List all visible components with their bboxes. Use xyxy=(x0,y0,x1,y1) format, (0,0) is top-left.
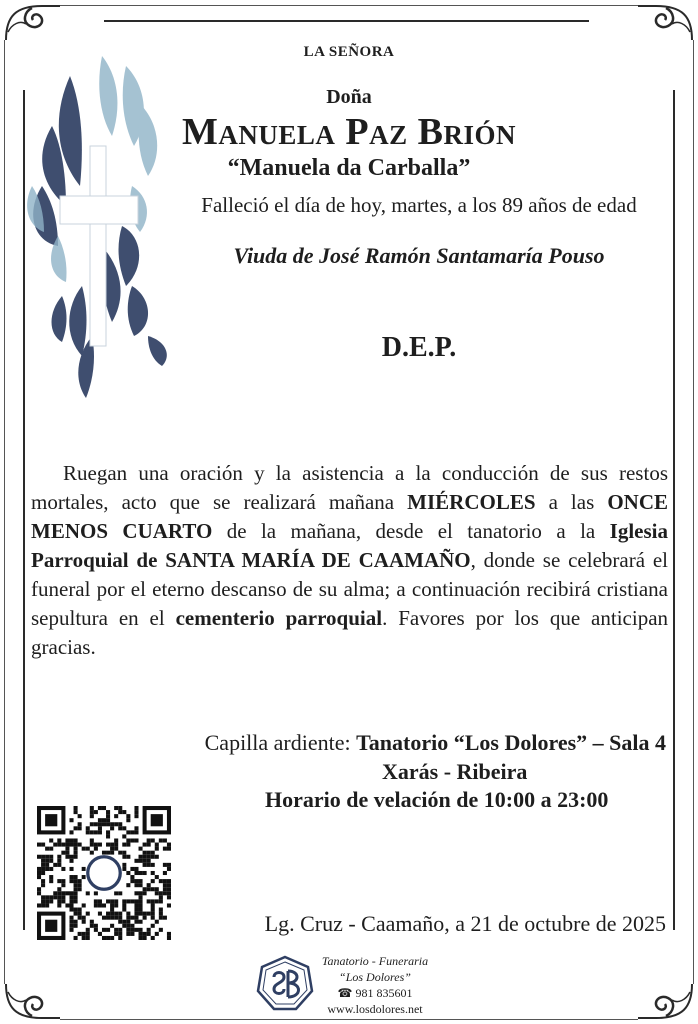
company-line-2: “Los Dolores” xyxy=(339,970,411,984)
company-info xyxy=(312,953,438,1017)
body-bold-church: Iglesia Parroquial de SANTA MARÍA DE CAAMAÑO xyxy=(31,519,668,572)
salutation: LA SEÑORA xyxy=(303,44,395,60)
frame-top-line-thin xyxy=(60,5,638,6)
body-text-3: de la mañana, desde el tanatorio a la xyxy=(212,519,610,543)
corner-ornament-icon xyxy=(636,982,696,1022)
corner-ornament-icon xyxy=(2,982,62,1022)
place-date: Lg. Cruz - Caamaño, a 21 de octubre de 2025 xyxy=(264,911,666,936)
company-phone: ☎ 981 835601 xyxy=(337,986,413,1000)
wake-place xyxy=(66,730,666,756)
wake-label: Capilla ardiente: xyxy=(204,730,357,755)
deceased-name: Manuela Paz Brión xyxy=(182,111,516,153)
body-bold-time: ONCE MENOS CUARTO xyxy=(31,490,668,543)
wake-place-name: Tanatorio “Los Dolores” – Sala 4 xyxy=(356,730,666,755)
company-line-1: Tanatorio - Funeraria xyxy=(321,954,429,968)
corner-ornament-icon xyxy=(636,2,696,42)
company-logo-icon xyxy=(256,955,314,1013)
title-dona: Doña xyxy=(326,86,372,108)
frame-bottom-line xyxy=(60,1019,638,1020)
dep-text: D.E.P. xyxy=(381,332,457,363)
body-text-1: Ruegan una oración y la asistencia a la conducción de sus restos mortales, acto que se realizará mañana xyxy=(31,461,668,514)
body-text-4: , donde se celebrará el funeral por el eterno descanso de su alma; a continuación recibirá cristiana sepultura en el xyxy=(31,548,668,630)
body-bold-cemetery: cementerio parroquial xyxy=(175,606,383,630)
body-bold-day: MIÉRCOLES xyxy=(407,490,536,514)
qr-code[interactable] xyxy=(37,806,171,940)
body-text-2: a las xyxy=(535,490,608,514)
deceased-alias: “Manuela da Carballa” xyxy=(227,155,471,181)
frame-top-line xyxy=(104,20,589,22)
wake-hours: Horario de velación de 10:00 a 23:00 xyxy=(265,787,609,812)
funeral-paragraph xyxy=(31,459,668,662)
body-text-5: . Favores por los que anticipan gracias. xyxy=(31,606,669,659)
death-notice: Falleció el día de hoy, martes, a los 89 años de edad xyxy=(201,193,637,217)
wake-location: Xarás - Ribeira xyxy=(382,759,528,784)
widow-line: Viuda de José Ramón Santamaría Pouso xyxy=(233,243,605,268)
company-website[interactable]: www.losdolores.net xyxy=(327,1002,423,1016)
